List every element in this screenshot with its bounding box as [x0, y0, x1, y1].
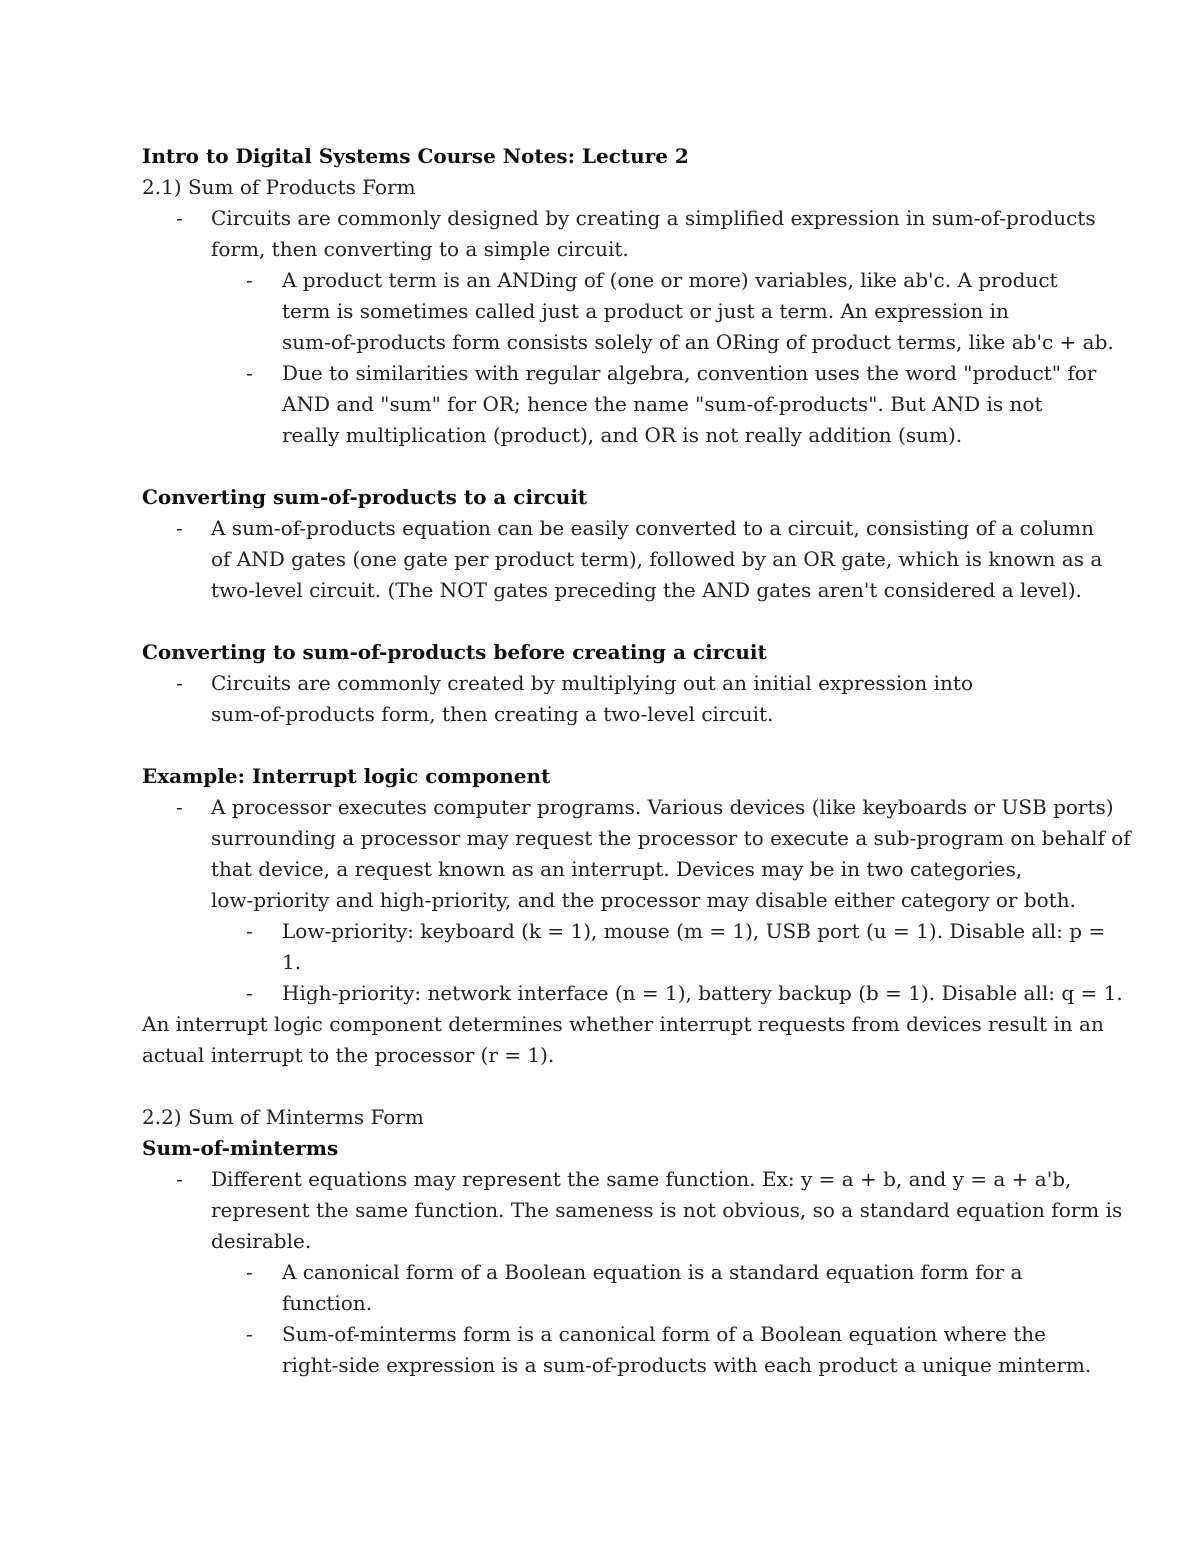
text-line: represent the same function. The sameness is not obvious, so a standard equation form is: [211, 1198, 1123, 1222]
text-line: 2.1) Sum of Products Form: [142, 175, 416, 199]
text-line: Converting to sum-of-products before creating a circuit: [142, 640, 767, 664]
sub-bullet-item: [142, 1257, 1067, 1319]
blank-line: [142, 730, 1067, 761]
document-body: [142, 141, 1131, 1381]
text-line: Low-priority: keyboard (k = 1), mouse (m = 1), USB port (u = 1). Disable all: p =: [282, 919, 1106, 943]
blank-line: [142, 1071, 1067, 1102]
text-line: form, then converting to a simple circuit.: [211, 237, 629, 261]
text-line: Due to similarities with regular algebra, convention uses the word "product" for: [282, 361, 1097, 385]
bullet-marker: -: [176, 1167, 183, 1191]
bullet-marker: -: [246, 1260, 253, 1284]
paragraph: [142, 172, 1067, 203]
text-line: really multiplication (product), and OR is not really addition (sum).: [282, 423, 963, 447]
text-line: term is sometimes called just a product or just a term. An expression in: [282, 299, 1009, 323]
section-heading: [142, 637, 1067, 668]
text-line: actual interrupt to the processor (r = 1).: [142, 1043, 555, 1067]
section-heading: [142, 1133, 1067, 1164]
bullet-item: [142, 668, 1067, 730]
bullet-marker: -: [246, 919, 253, 943]
text-line: Different equations may represent the same function. Ex: y = a + b, and y = a + a'b,: [211, 1167, 1072, 1191]
text-line: Circuits are commonly created by multiplying out an initial expression into: [211, 671, 973, 695]
text-line: low-priority and high-priority, and the processor may disable either category or both.: [211, 888, 1076, 912]
text-line: desirable.: [211, 1229, 312, 1253]
sub-bullet-item: [142, 978, 1123, 1009]
text-line: sum-of-products form consists solely of an ORing of product terms, like ab'c + ab.: [282, 330, 1114, 354]
sub-bullet-item: [142, 358, 1097, 451]
text-line: 2.2) Sum of Minterms Form: [142, 1105, 424, 1129]
text-line: sum-of-products form, then creating a two-level circuit.: [211, 702, 774, 726]
text-line: An interrupt logic component determines whether interrupt requests from devices result in an: [142, 1012, 1104, 1036]
text-line: Circuits are commonly designed by creating a simplified expression in sum-of-products: [211, 206, 1096, 230]
text-line: 1.: [282, 950, 302, 974]
document-title: Intro to Digital Systems Course Notes: Lecture 2: [142, 144, 689, 168]
bullet-marker: -: [176, 516, 183, 540]
section-heading: [142, 482, 1067, 513]
text-line: Sum-of-minterms form is a canonical form of a Boolean equation where the: [282, 1322, 1046, 1346]
bullet-marker: -: [246, 981, 253, 1005]
text-line: Converting sum-of-products to a circuit: [142, 485, 588, 509]
sub-bullet-item: [142, 1319, 1092, 1381]
text-line: Sum-of-minterms: [142, 1136, 339, 1160]
bullet-item: [142, 203, 1096, 265]
text-line: two-level circuit. (The NOT gates preceding the AND gates aren't considered a level).: [211, 578, 1082, 602]
text-line: A processor executes computer programs. Various devices (like keyboards or USB ports): [211, 795, 1114, 819]
bullet-item: [142, 1164, 1123, 1257]
bullet-marker: -: [246, 268, 253, 292]
sub-bullet-item: [142, 916, 1106, 978]
blank-line: [142, 451, 1067, 482]
text-line: of AND gates (one gate per product term), followed by an OR gate, which is known as a: [211, 547, 1103, 571]
paragraph: [142, 1102, 1067, 1133]
text-line: surrounding a processor may request the processor to execute a sub-program on behalf of: [211, 826, 1131, 850]
bullet-marker: -: [176, 671, 183, 695]
bullet-marker: -: [246, 361, 253, 385]
bullet-marker: -: [176, 795, 183, 819]
sub-bullet-item: [142, 265, 1114, 358]
paragraph: [142, 1009, 1104, 1071]
text-line: A product term is an ANDing of (one or more) variables, like ab'c. A product: [282, 268, 1058, 292]
text-line: A sum-of-products equation can be easily converted to a circuit, consisting of a column: [211, 516, 1095, 540]
bullet-item: [142, 792, 1131, 916]
document-blocks: [142, 172, 1131, 1381]
text-line: A canonical form of a Boolean equation is a standard equation form for a: [282, 1260, 1023, 1284]
text-line: High-priority: network interface (n = 1), battery backup (b = 1). Disable all: q = 1.: [282, 981, 1123, 1005]
text-line: Example: Interrupt logic component: [142, 764, 551, 788]
blank-line: [142, 606, 1067, 637]
text-line: that device, a request known as an interrupt. Devices may be in two categories,: [211, 857, 1023, 881]
bullet-marker: -: [176, 206, 183, 230]
text-line: AND and "sum" for OR; hence the name "sum-of-products". But AND is not: [282, 392, 1043, 416]
text-line: right-side expression is a sum-of-products with each product a unique minterm.: [282, 1353, 1092, 1377]
bullet-item: [142, 513, 1103, 606]
bullet-marker: -: [246, 1322, 253, 1346]
section-heading: [142, 761, 1067, 792]
text-line: function.: [282, 1291, 373, 1315]
